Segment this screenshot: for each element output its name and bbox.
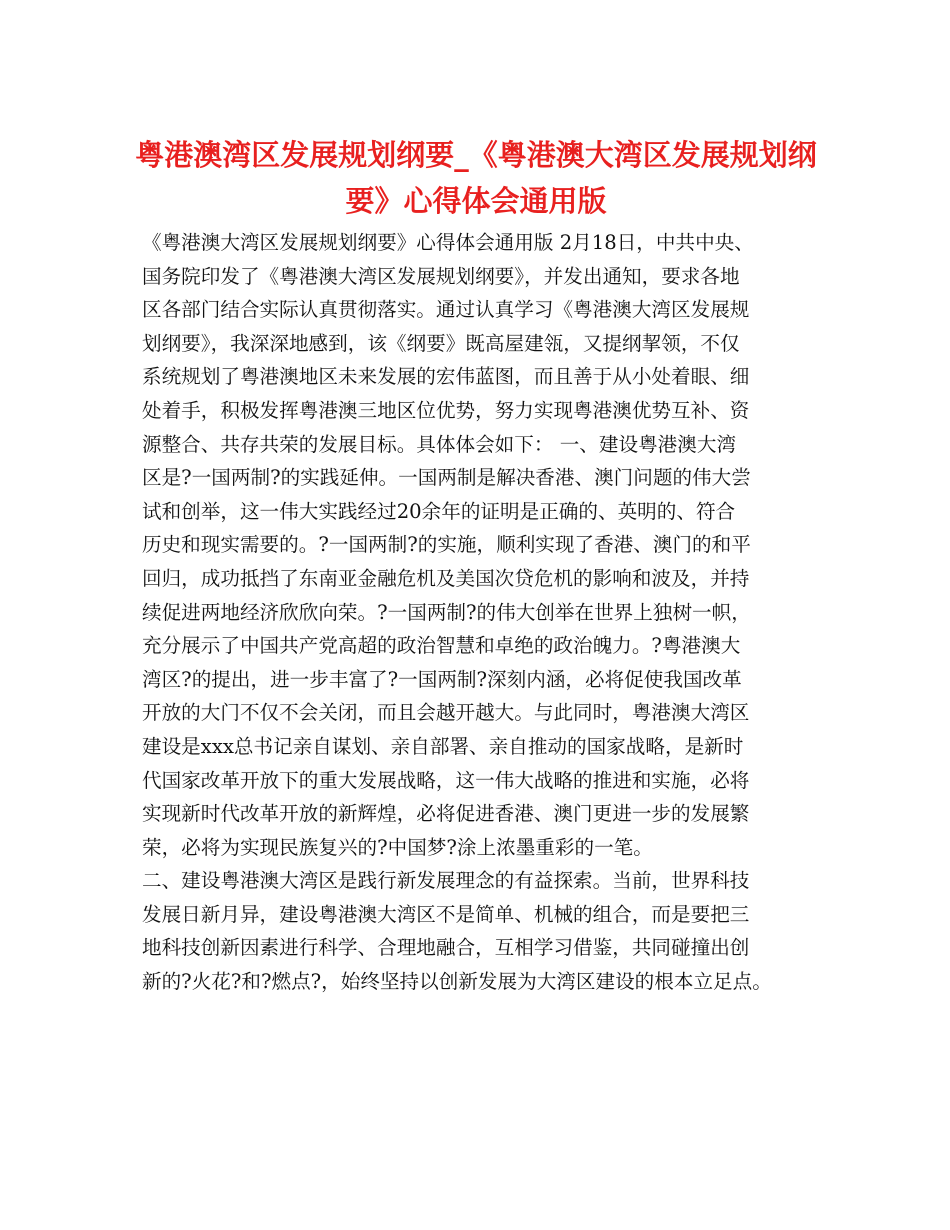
body-line: 开放的大门不仅不会关闭，而且会越开越大。与此同时，粤港澳大湾区 bbox=[142, 701, 750, 725]
document-body bbox=[142, 226, 842, 999]
body-line: 回归，成功抵挡了东南亚金融危机及美国次贷危机的影响和波及，并持 bbox=[142, 566, 750, 590]
body-line: 地科技创新因素进行科学、合理地融合，互相学习借鉴，共同碰撞出创 bbox=[142, 936, 750, 960]
body-line: 二、建设粤港澳大湾区是践行新发展理念的有益探索。当前，世界科技 bbox=[142, 869, 750, 893]
body-line: 新的?火花?和?燃点?，始终坚持以创新发展为大湾区建设的根本立足点。 bbox=[142, 970, 772, 994]
body-line: 荣，必将为实现民族复兴的?中国梦?涂上浓墨重彩的一笔。 bbox=[142, 835, 653, 859]
body-line: 《粤港澳大湾区发展规划纲要》心得体会通用版 2月18日，中共中央、 bbox=[142, 231, 754, 254]
title-line-2: 要》心得体会通用版 bbox=[345, 184, 607, 218]
body-line: 区各部门结合实际认真贯彻落实。通过认真学习《粤港澳大湾区发展规 bbox=[142, 298, 750, 322]
body-line: 历史和现实需要的。?一国两制?的实施，顺利实现了香港、澳门的和平 bbox=[142, 533, 751, 557]
body-line: 建设是xxx总书记亲自谋划、亲自部署、亲自推动的国家战略，是新时 bbox=[142, 734, 744, 758]
body-line: 系统规划了粤港澳地区未来发展的宏伟蓝图，而且善于从小处着眼、细 bbox=[142, 365, 750, 389]
body-line: 划纲要》，我深深地感到，该《纲要》既高屋建瓴，又提纲挈领，不仅 bbox=[142, 331, 740, 355]
body-line: 充分展示了中国共产党高超的政治智慧和卓绝的政治魄力。?粤港澳大 bbox=[142, 634, 741, 658]
body-line: 国务院印发了《粤港澳大湾区发展规划纲要》，并发出通知，要求各地 bbox=[142, 264, 740, 288]
body-line: 试和创举，这一伟大实践经过20余年的证明是正确的、英明的、符合 bbox=[142, 499, 736, 523]
body-line: 区是?一国两制?的实践延伸。一国两制是解决香港、澳门问题的伟大尝 bbox=[142, 466, 751, 490]
body-line: 源整合、共存共荣的发展目标。具体体会如下： 一、建设粤港澳大湾 bbox=[142, 432, 737, 456]
body-line: 续促进两地经济欣欣向荣。?一国两制?的伟大创举在世界上独树一帜， bbox=[142, 600, 751, 624]
body-line: 湾区?的提出，进一步丰富了?一国两制?深刻内涵，必将促使我国改革 bbox=[142, 667, 742, 691]
body-line: 发展日新月异，建设粤港澳大湾区不是简单、机械的组合，而是要把三 bbox=[142, 902, 750, 926]
body-line: 代国家改革开放下的重大发展战略，这一伟大战略的推进和实施，必将 bbox=[142, 768, 750, 792]
title-line-1: 粤港澳湾区发展规划纲要_《粤港澳大湾区发展规划纲 bbox=[135, 138, 817, 172]
body-line: 实现新时代改革开放的新辉煌，必将促进香港、澳门更进一步的发展繁 bbox=[142, 802, 750, 826]
body-line: 处着手，积极发挥粤港澳三地区位优势，努力实现粤港澳优势互补、资 bbox=[142, 398, 750, 422]
document-title bbox=[120, 132, 832, 224]
